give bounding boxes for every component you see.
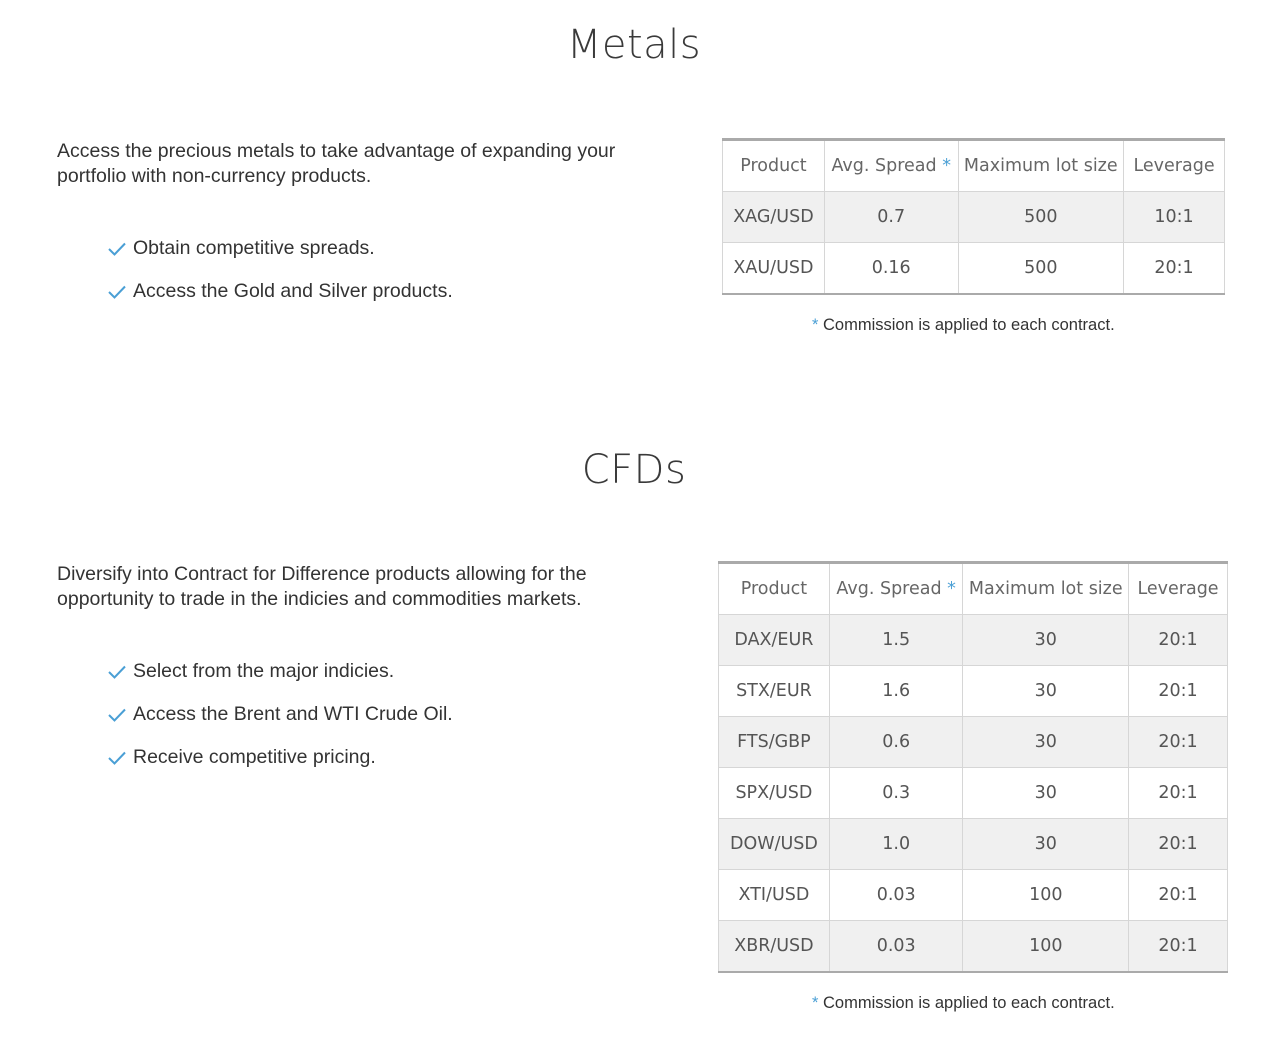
cell-spread: 0.3 — [829, 768, 963, 819]
header-product: Product — [723, 140, 825, 192]
cell-spread: 1.5 — [829, 615, 963, 666]
cfds-commission-note: * Commission is applied to each contract. — [812, 994, 1115, 1012]
cell-lot: 30 — [963, 768, 1129, 819]
table-row — [719, 768, 1228, 819]
table-header-row — [719, 563, 1228, 615]
cell-product: XBR/USD — [719, 921, 830, 973]
table-row — [719, 870, 1228, 921]
table-row — [719, 666, 1228, 717]
list-item — [107, 279, 453, 304]
cell-spread: 0.03 — [829, 870, 963, 921]
cell-product: FTS/GBP — [719, 717, 830, 768]
cfds-title: CFDs — [581, 447, 687, 493]
cell-spread: 0.7 — [824, 192, 958, 243]
cell-leverage: 10:1 — [1124, 192, 1225, 243]
cell-leverage: 20:1 — [1129, 717, 1228, 768]
metals-title: Metals — [566, 22, 702, 68]
cell-lot: 30 — [963, 819, 1129, 870]
cfds-feature-list — [107, 659, 453, 788]
check-icon — [107, 284, 127, 300]
cell-leverage: 20:1 — [1124, 243, 1225, 295]
header-avg-spread: Avg. Spread * — [824, 140, 958, 192]
list-item — [107, 236, 453, 261]
cell-spread: 0.6 — [829, 717, 963, 768]
table-row — [723, 192, 1225, 243]
table-row — [719, 615, 1228, 666]
cell-product: DAX/EUR — [719, 615, 830, 666]
header-avg-spread: Avg. Spread * — [829, 563, 963, 615]
metals-intro: Access the precious metals to take advantage of expanding your portfolio with non-currency products. — [57, 140, 616, 187]
header-product: Product — [719, 563, 830, 615]
header-max-lot: Maximum lot size — [963, 563, 1129, 615]
feature-text: Select from the major indicies. — [133, 660, 395, 682]
header-leverage: Leverage — [1129, 563, 1228, 615]
cell-lot: 500 — [958, 243, 1124, 295]
metals-commission-note: * Commission is applied to each contract. — [812, 316, 1115, 334]
feature-text: Obtain competitive spreads. — [133, 237, 375, 259]
feature-text: Access the Gold and Silver products. — [133, 280, 453, 302]
cell-spread: 0.16 — [824, 243, 958, 295]
cell-lot: 30 — [963, 717, 1129, 768]
cell-leverage: 20:1 — [1129, 870, 1228, 921]
table-row — [723, 243, 1225, 295]
cell-product: DOW/USD — [719, 819, 830, 870]
check-icon — [107, 707, 127, 723]
feature-text: Receive competitive pricing. — [133, 746, 376, 768]
cell-lot: 100 — [963, 870, 1129, 921]
table-row — [719, 921, 1228, 973]
list-item — [107, 702, 453, 727]
cell-product: XTI/USD — [719, 870, 830, 921]
cell-spread: 1.0 — [829, 819, 963, 870]
check-icon — [107, 664, 127, 680]
table-header-row — [723, 140, 1225, 192]
cell-product: XAU/USD — [723, 243, 825, 295]
cell-leverage: 20:1 — [1129, 819, 1228, 870]
check-icon — [107, 241, 127, 257]
header-max-lot: Maximum lot size — [958, 140, 1124, 192]
check-icon — [107, 750, 127, 766]
cell-leverage: 20:1 — [1129, 768, 1228, 819]
cell-lot: 100 — [963, 921, 1129, 973]
cell-product: SPX/USD — [719, 768, 830, 819]
list-item — [107, 745, 453, 770]
metals-feature-list — [107, 236, 453, 322]
cell-lot: 500 — [958, 192, 1124, 243]
table-row — [719, 717, 1228, 768]
list-item — [107, 659, 453, 684]
cell-leverage: 20:1 — [1129, 666, 1228, 717]
cell-product: XAG/USD — [723, 192, 825, 243]
header-leverage: Leverage — [1124, 140, 1225, 192]
cell-spread: 1.6 — [829, 666, 963, 717]
cfds-intro: Diversify into Contract for Difference products allowing for the opportunity to trade in the indicies and commodities markets. — [57, 563, 587, 610]
cell-lot: 30 — [963, 666, 1129, 717]
cell-lot: 30 — [963, 615, 1129, 666]
cfds-table — [718, 561, 1228, 973]
feature-text: Access the Brent and WTI Crude Oil. — [133, 703, 453, 725]
table-row — [719, 819, 1228, 870]
cell-product: STX/EUR — [719, 666, 830, 717]
cell-leverage: 20:1 — [1129, 615, 1228, 666]
metals-table — [722, 138, 1225, 295]
cell-spread: 0.03 — [829, 921, 963, 973]
cell-leverage: 20:1 — [1129, 921, 1228, 973]
